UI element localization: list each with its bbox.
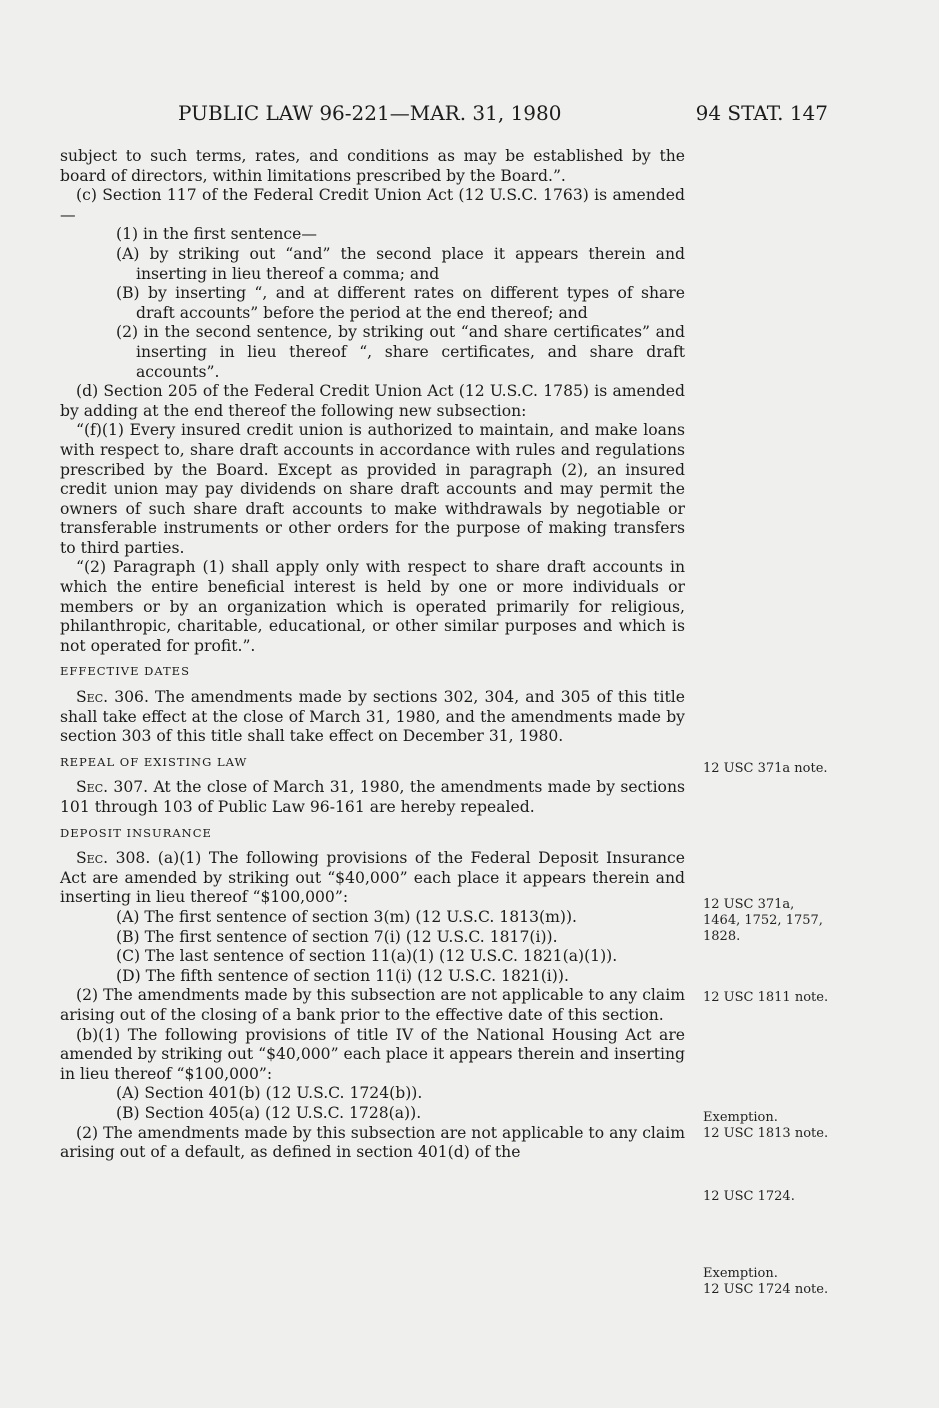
paragraph-f-1: “(f)(1) Every insured credit union is authorized to maintain, and make loans with respect to, share draft accounts in accordance with rules and regulations prescribed by the Board. Except as provided in paragraph (2), an insured credit union may pay dividends on share draft accounts and may permit the owners of such share draft accounts to make withdrawals by negotiable or transferable instruments or other orders for the purpose of making transfers to third parties. (60, 421, 685, 557)
caption-deposit-insurance: DEPOSIT INSURANCE (60, 825, 212, 840)
section-306 (60, 688, 685, 747)
section-308-text: (a)(1) The following provisions of the Federal Deposit Insurance Act are amended by striking out “$40,000” each place it appears therein and inserting in lieu thereof “$100,000”: (60, 849, 685, 907)
page-header (178, 101, 828, 127)
margin-note-1724-note: 12 USC 1724 note. (703, 1282, 829, 1297)
section-308 (60, 849, 685, 908)
paragraph-continuation: subject to such terms, rates, and conditions as may be established by the board of directors, within limitations prescribed by the Board.”. (60, 147, 685, 185)
section-308-item-c: (C) The last sentence of section 11(a)(1) (12 U.S.C. 1821(a)(1)). (116, 947, 618, 966)
paragraph-c-1: (1) in the first sentence— (116, 225, 317, 244)
paragraph-c-1-b: (B) by inserting “, and at different rates on different types of share draft accounts” before the period at the end thereof; and (116, 284, 685, 322)
body-text (60, 147, 685, 1163)
section-308-b-1: (b)(1) The following provisions of title IV of the National Housing Act are amended by striking out “$40,000” each place it appears therein and inserting in lieu thereof “$100,000”: (60, 1025, 685, 1083)
paragraph-subsection-d: (d) Section 205 of the Federal Credit Union Act (12 U.S.C. 1785) is amended by adding at the end thereof the following new subsection: (60, 382, 685, 420)
margin-note-exemption-label-2: Exemption. (703, 1266, 778, 1281)
section-306-text: The amendments made by sections 302, 304, and 305 of this title shall take effect at the close of March 31, 1980, and the amendments made by section 303 of this title shall take effect on December 31, 1980. (60, 688, 685, 746)
section-308-item-a: (A) The first sentence of section 3(m) (12 U.S.C. 1813(m)). (116, 907, 577, 926)
caption-effective-dates: EFFECTIVE DATES (60, 664, 190, 679)
margin-note-1724: 12 USC 1724. (703, 1189, 795, 1204)
section-308-a-2: (2) The amendments made by this subsection are not applicable to any claim arising out of the closing of a bank prior to the effective date of this section. (60, 986, 685, 1024)
section-307 (60, 778, 685, 817)
paragraph-c-2: (2) in the second sentence, by striking out “and share certificates” and inserting in lieu thereof “, share certificates, and share draft accounts”. (116, 323, 685, 381)
margin-note-1811: 12 USC 1811 note. (703, 990, 829, 1005)
section-307-number: Sec. 307. (76, 778, 149, 797)
header-stat-page: 94 STAT. 147 (695, 101, 828, 125)
margin-note-371a: 12 USC 371a note. (703, 761, 828, 776)
paragraph-c-1-a: (A) by striking out “and” the second place it appears therein and inserting in lieu thereof a comma; and (116, 244, 685, 283)
section-308-b-2: (2) The amendments made by this subsection are not applicable to any claim arising out of a default, as defined in section 401(d) of the (60, 1123, 685, 1162)
section-308-number: Sec. 308. (76, 849, 151, 868)
margin-note-exemption-1724 (703, 1266, 833, 1298)
margin-note-exemption-label: Exemption. (703, 1110, 778, 1125)
margin-note-371a-list: 12 USC 371a, 1464, 1752, 1757, 1828. (703, 897, 823, 944)
section-306-number: Sec. 306. (76, 688, 149, 707)
paragraph-f-2: “(2) Paragraph (1) shall apply only with respect to share draft accounts in which the entire beneficial interest is held by one or more individuals or members or by an organization which is operated primarily for religious, philanthropic, charitable, educational, or other similar purposes and which is not operated for profit.”. (60, 558, 685, 655)
section-308-b-item-a: (A) Section 401(b) (12 U.S.C. 1724(b)). (116, 1084, 423, 1103)
section-308-item-d: (D) The fifth sentence of section 11(i) (12 U.S.C. 1821(i)). (116, 966, 569, 985)
margin-note-exemption-1813 (703, 1110, 833, 1142)
section-308-item-b: (B) The first sentence of section 7(i) (12 U.S.C. 1817(i)). (116, 927, 558, 946)
header-public-law: PUBLIC LAW 96-221—MAR. 31, 1980 (178, 101, 562, 125)
section-308-b-item-b: (B) Section 405(a) (12 U.S.C. 1728(a)). (116, 1103, 422, 1122)
paragraph-subsection-c: (c) Section 117 of the Federal Credit Union Act (12 U.S.C. 1763) is amended— (60, 186, 685, 224)
section-307-text: At the close of March 31, 1980, the amendments made by sections 101 through 103 of Public Law 96-161 are hereby repealed. (60, 778, 685, 816)
margin-note-1813: 12 USC 1813 note. (703, 1126, 829, 1141)
caption-repeal: REPEAL OF EXISTING LAW (60, 754, 248, 769)
